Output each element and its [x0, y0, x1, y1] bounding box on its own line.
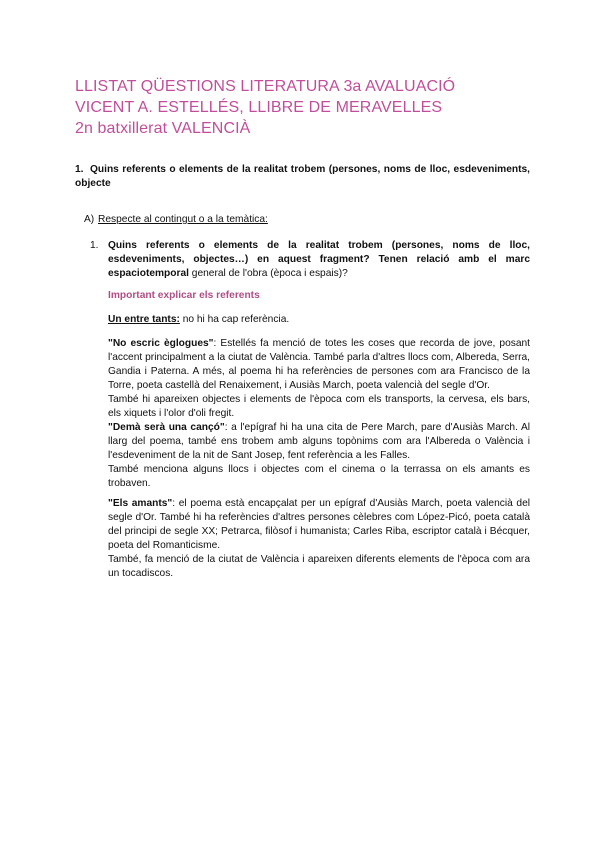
- answer-extra: També menciona alguns llocs i objectes com el cinema o la terrassa on els amants es trobaven.: [108, 464, 530, 489]
- answer-paragraph-1: [108, 337, 530, 421]
- answer-text: : el poema està encapçalat per un epígraf d'Ausiàs March, poeta valencià del segle d'Or. També hi ha referències d'altres persones cèlebres com López-Picó, poeta català del principi de segle XX; Petrarca, filòsof i humanista; Carles Riba, escriptor català i Bécquer, poeta del Romanticisme.: [108, 498, 531, 551]
- question-text: Quins referents o elements de la realitat trobem (persones, noms de lloc, esdeveniments, objecte: [75, 164, 530, 189]
- question-number: 1.: [75, 164, 84, 175]
- important-note: Important explicar els referents: [108, 290, 260, 301]
- answer-text: : Estellés fa menció de totes les coses que recorda de jove, posant l'accent principalment a la ciutat de València. També parla d'altres llocs com, Albereda, Serra, Gandia i Paterna. A més, al poema hi ha referències de persones com ara Francisco de la Torre, poeta castellà del Renaixement, i Ausiàs March, poeta valencià del segle d'Or.: [108, 338, 530, 391]
- among-label: Un entre tants:: [108, 314, 180, 325]
- answer-paragraph-2: [108, 421, 530, 491]
- list-marker: 1.: [90, 240, 99, 251]
- document-title: [75, 76, 535, 139]
- section-letter: A): [84, 214, 95, 225]
- item-question: [108, 239, 530, 281]
- title-line-2: VICENT A. ESTELLÉS, LLIBRE DE MERAVELLES: [75, 99, 443, 116]
- answer-extra: També hi apareixen objectes i elements de l'època com els transports, la cervesa, els bars, els xiquets i l'olor d'oli fregit.: [108, 394, 530, 419]
- among-line: [108, 313, 530, 327]
- answer-extra: També, fa menció de la ciutat de València i apareixen diferents elements de l'època com ara un tocadiscos.: [108, 554, 530, 579]
- answer-heading: "Els amants": [108, 498, 173, 509]
- title-line-1: LLISTAT QÜESTIONS LITERATURA 3a AVALUACIÓ: [75, 78, 456, 95]
- section-label: Respecte al contingut o a la temàtica:: [98, 214, 268, 225]
- answer-heading: "No escric èglogues": [108, 338, 214, 349]
- section-a-heading: [84, 213, 268, 227]
- among-text: no hi ha cap referència.: [179, 314, 290, 325]
- item-question-normal: general de l'obra (època i espais)?: [188, 268, 348, 279]
- answer-heading: "Demà serà una cançó": [108, 422, 225, 433]
- main-question: [75, 163, 530, 191]
- title-line-3: 2n batxillerat VALENCIÀ: [75, 120, 251, 137]
- answer-paragraph-3: [108, 497, 530, 581]
- answer-text: : a l'epígraf hi ha una cita de Pere March, pare d'Ausiàs March. Al llarg del poema, també ens trobem amb alguns topònims com ara l'Albereda o València i l'esdeveniment de la nit de Sant Josep, fent referència a les Falles.: [108, 422, 530, 461]
- item-question-bold: Quins referents o elements de la realitat trobem (persones, noms de lloc, esdeveniments, objectes…) en aquest fragment? Tenen relació amb el marc espaciotemporal: [108, 240, 530, 279]
